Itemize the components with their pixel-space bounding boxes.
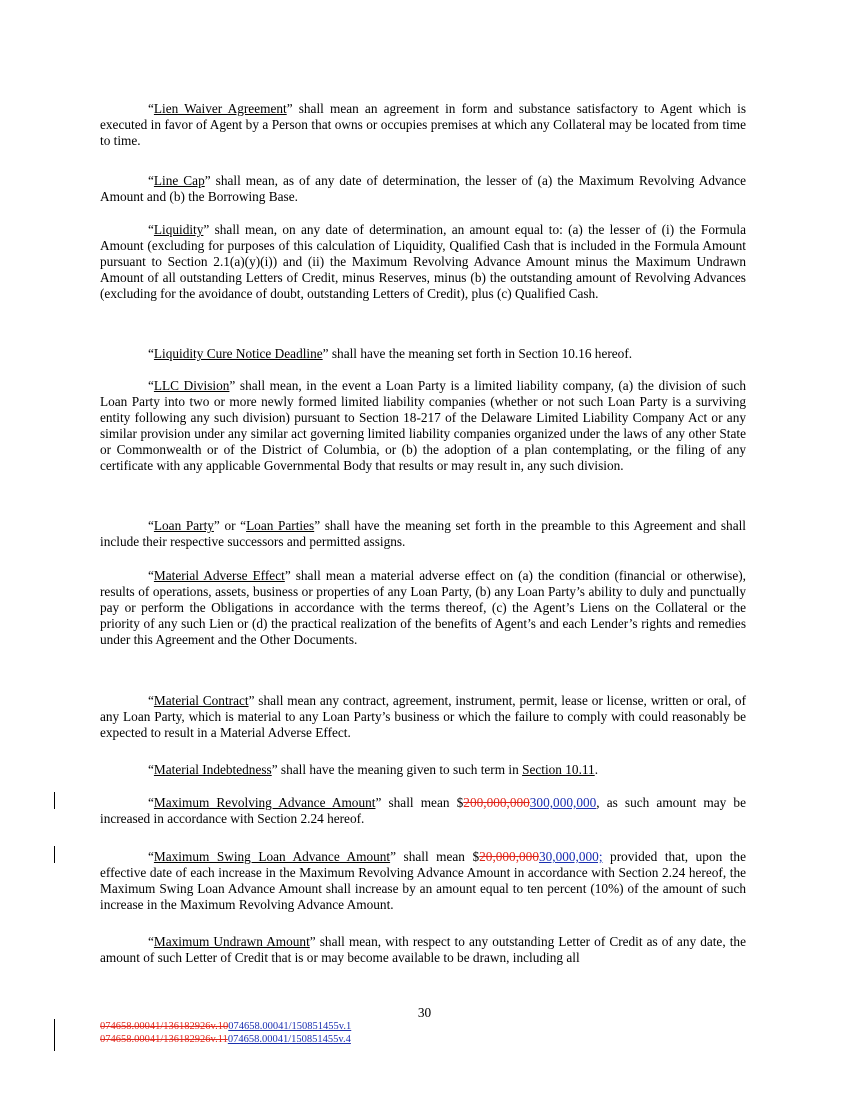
defined-term: LLC Division <box>153 378 230 393</box>
defined-term: Maximum Swing Loan Advance Amount <box>153 849 391 864</box>
defined-term: Material Indebtedness <box>153 762 272 777</box>
change-bar <box>54 846 55 863</box>
definition-liquidity: “Liquidity” shall mean, on any date of determination, an amount equal to: (a) the lesser of (i) the Formula Amount (excluding for purposes of this calculation of Liquidity, Qualified Cash that is included in the Formula Amount pursuant to Section 2.1(a)(y)(i)) and (ii) the Maximum Revolving Advance Amount minus the Maximum Undrawn Amount of all outstanding Letters of Credit, minus Reserves, minus (b) the outstanding amount of Revolving Advances (excluding for the avoidance of doubt, outstanding Letters of Credit), plus (c) Qualified Cash. <box>100 222 746 302</box>
defined-term: Material Adverse Effect <box>153 568 285 583</box>
defined-term: Liquidity <box>153 222 204 237</box>
definition-material-contract: “Material Contract” shall mean any contract, agreement, instrument, permit, lease or license, written or oral, of any Loan Party, which is material to any Loan Party’s business or which the failure to comply with could reasonably be expected to result in a Material Adverse Effect. <box>100 693 747 741</box>
defined-term: Line Cap <box>153 173 205 188</box>
definition-llc-division: “LLC Division” shall mean, in the event a Loan Party is a limited liability company, (a) the division of such Loan Party into two or more newly formed limited liability companies (whether or not such Loan Party is a surviving entity following any such division) pursuant to Section 18-217 of the Delaware Limited Liability Company Act or any similar provision under any similar act governing limited liability companies organized under the laws of any other State or Commonwealth or of the District of Columbia, or (b) the adoption of a plan contemplating, or the filing of any certificate with any applicable Governmental Body that results or may result in, any such division. <box>100 378 747 474</box>
footer-line-2: 074658.00041/136182926v.11074658.00041/150851455v.4 <box>100 1034 351 1045</box>
definition-line-cap: “Line Cap” shall mean, as of any date of determination, the lesser of (a) the Maximum Revolving Advance Amount and (b) the Borrowing Base. <box>100 173 746 205</box>
definition-maximum-swing-loan-advance-amount: “Maximum Swing Loan Advance Amount” shall mean $20,000,00030,000,000; provided that, upon the effective date of each increase in the Maximum Revolving Advance Amount in accordance with Section 2.24 hereof, the Maximum Swing Loan Advance Amount shall increase by an amount equal to ten percent (10%) of the amount of such increase in the Maximum Revolving Advance Amount. <box>100 849 746 913</box>
inserted-text: 300,000,000 <box>529 795 597 810</box>
definition-maximum-undrawn-amount: “Maximum Undrawn Amount” shall mean, with respect to any outstanding Letter of Credit as of any date, the amount of such Letter of Credit that is or may become available to be drawn, including all <box>100 934 746 966</box>
definition-lien-waiver-agreement: “Lien Waiver Agreement” shall mean an agreement in form and substance satisfactory to Agent which is executed in favor of Agent by a Person that owns or occupies premises at which any Collateral may be located from time to time. <box>100 101 746 149</box>
definition-loan-party: “Loan Party” or “Loan Parties” shall have the meaning set forth in the preamble to this Agreement and shall include their respective successors and permitted assigns. <box>100 518 746 550</box>
defined-term: Maximum Undrawn Amount <box>153 934 310 949</box>
page-number: 30 <box>417 1005 432 1020</box>
definition-liquidity-cure-notice-deadline: “Liquidity Cure Notice Deadline” shall have the meaning set forth in Section 10.16 hereof. <box>148 346 633 361</box>
definition-material-adverse-effect: “Material Adverse Effect” shall mean a material adverse effect on (a) the condition (financial or otherwise), results of operations, assets, business or properties of any Loan Party, (b) any Loan Party’s ability to duly and punctually pay or perform the Obligations in accordance with the terms thereof, (c) the Agent’s Liens on the Collateral or the priority of any such Lien or (d) the practical realization of the benefits of Agent’s and each Lender’s rights and remedies under this Agreement and the Other Documents. <box>100 568 746 648</box>
definition-maximum-revolving-advance-amount: “Maximum Revolving Advance Amount” shall mean $200,000,000300,000,000, as such amount may be increased in accordance with Section 2.24 hereof. <box>100 795 746 827</box>
inserted-text: 30,000,000; <box>538 849 603 864</box>
defined-term: Lien Waiver Agreement <box>153 101 287 116</box>
defined-term: Loan Parties <box>246 518 315 533</box>
deleted-text: 200,000,000 <box>463 795 530 810</box>
deleted-text: 20,000,000 <box>479 849 539 864</box>
defined-term: Maximum Revolving Advance Amount <box>153 795 376 810</box>
change-bar <box>54 1019 55 1051</box>
document-id-footer <box>100 1020 351 1046</box>
footer-line-1: 074658.00041/136182926v.10074658.00041/150851455v.1 <box>100 1021 352 1032</box>
change-bar <box>54 792 55 809</box>
definition-material-indebtedness: “Material Indebtedness” shall have the meaning given to such term in Section 10.11. <box>148 762 599 777</box>
defined-term: Material Contract <box>153 693 249 708</box>
section-reference: Section 10.11 <box>522 762 595 777</box>
defined-term: Liquidity Cure Notice Deadline <box>153 346 323 361</box>
defined-term: Loan Party <box>153 518 214 533</box>
